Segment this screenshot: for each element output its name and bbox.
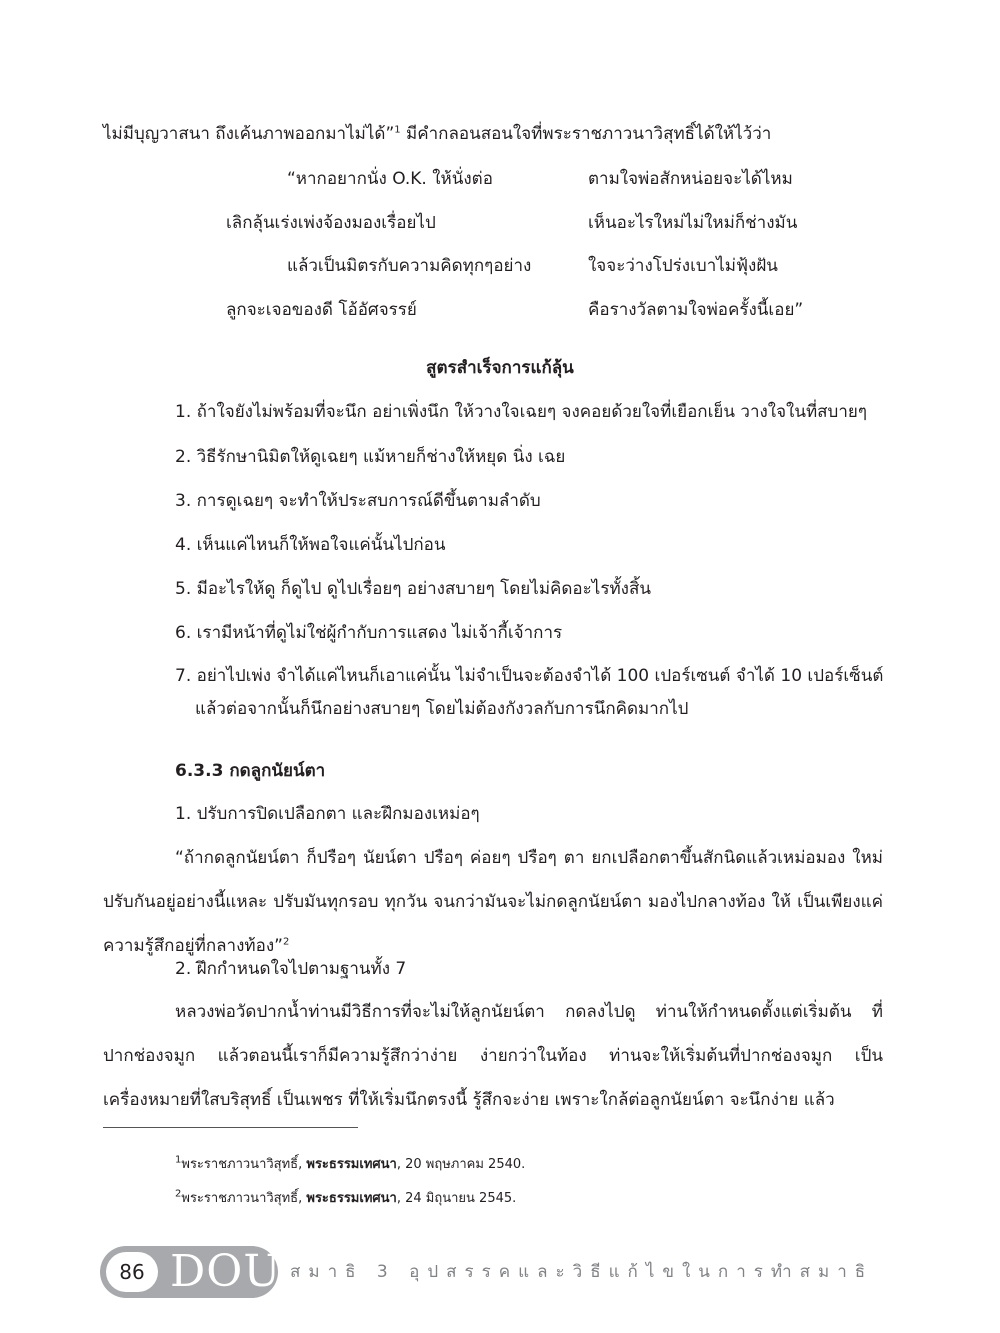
section-heading: 6.3.3 กดลูกนัยน์ตา xyxy=(175,761,326,781)
formula-heading: สูตรสำเร็จการแก้ลุ้น xyxy=(426,358,574,378)
footnote-2: $^2$พระราชภาวนาวิสุทธิ์, พระธรรมเทศนา, 24 มิถุนายน 2545. xyxy=(175,1188,517,1206)
footnote-ref-2: 2 xyxy=(282,936,290,948)
formula-item-1: 1. ถ้าใจยังไม่พร้อมที่จะนึก อย่าเพิ่งนึก ให้วางใจเฉยๆ จงคอยด้วยใจที่เยือกเย็น วางใจในที่สบายๆ xyxy=(175,402,867,422)
poem-line-2-left: เลิกลุ้นเร่งเพ่งจ้องมองเรื่อยไป xyxy=(226,213,436,233)
body-paragraph: หลวงพ่อวัดปากน้ำท่านมีวิธีการที่จะไม่ให้ลูกนัยน์ตา กดลงไปดู ท่านให้กำหนดตั้งแต่เริ่มต้น ที่ ปากช่องจมูก แล้วตอนนี้เราก็มีความรู้สึกว่าง่าย ง่ายกว่าในท้อง ท่านจะให้เริ่มต้นที่ปากช่องจมูก เป็น เครื่องหมายที่ใสบริสุทธิ์ เป็นเพชร ที่ให้เริ่มนึกตรงนี้ รู้สึกจะง่าย เพราะใกล้ต่อลูกนัยน์ตา จะนึกง่าย แล้ว xyxy=(103,1002,883,1110)
formula-item-2: 2. วิธีรักษานิมิตให้ดูเฉยๆ แม้หายก็ช่างให้หยุด นิ่ง เฉย xyxy=(175,447,566,467)
intro-line: ไม่มีบุญวาสนา ถึงเค้นภาพออกมาไม่ได้”$^1$ มีคำกลอนสอนใจที่พระราชภาวนาวิสุทธิ์ได้ให้ไว้ว่า xyxy=(103,124,772,144)
poem-line-1-left: “หากอยากนั่ง O.K. ให้นั่งต่อ xyxy=(287,169,493,189)
poem-line-4-left: ลูกจะเจอของดี โอ้อัศจรรย์ xyxy=(226,300,417,320)
formula-item-4: 4. เห็นแค่ไหนก็ให้พอใจแค่นั้นไปก่อน xyxy=(175,535,446,555)
footnote-ref-1: 1 xyxy=(394,124,401,136)
page-number: 86 xyxy=(106,1252,158,1292)
footnote-1: $^1$พระราชภาวนาวิสุทธิ์, พระธรรมเทศนา, 20 พฤษภาคม 2540. xyxy=(175,1154,526,1172)
formula-item-7-continued: แล้วต่อจากนั้นก็นึกอย่างสบายๆ โดยไม่ต้องกังวลกับการนึกคิดมากไป xyxy=(195,699,689,719)
formula-item-6: 6. เรามีหน้าที่ดูไม่ใช่ผู้กำกับการแสดง ไม่เจ้ากี้เจ้าการ xyxy=(175,623,563,643)
running-title: สมาธิ 3 อุปสรรคและวิธีแก้ไขในการทำสมาธิ xyxy=(290,1262,874,1282)
poem-line-2-right: เห็นอะไรใหม่ไม่ใหม่ก็ช่างมัน xyxy=(588,213,798,233)
poem-line-4-right: คือรางวัลตามใจพ่อครั้งนี้เอย” xyxy=(588,300,804,320)
quote-paragraph: “ถ้ากดลูกนัยน์ตา ก็ปรือๆ นัยน์ตา ปรือๆ ค่อยๆ ปรือๆ ตา ยกเปลือกตาขึ้นสักนิดแล้วเหม่อมอง ใหม่ ปรับกันอยู่อย่างนี้แหละ ปรับมันทุกรอบ ทุกวัน จนกว่ามันจะไม่กดลูกนัยน์ตา มองไปกลางท้อง ให้ เป็นเพียงแค่ความรู้สึกอยู่ที่กลางท้อง”$^2$ xyxy=(103,848,883,956)
formula-item-3: 3. การดูเฉยๆ จะทำให้ประสบการณ์ดีขึ้นตามลำดับ xyxy=(175,491,541,511)
formula-item-5: 5. มีอะไรให้ดู ก็ดูไป ดูไปเรื่อยๆ อย่างสบายๆ โดยไม่คิดอะไรทั้งสิ้น xyxy=(175,579,651,599)
poem-line-3-left: แล้วเป็นมิตรกับความคิดทุกๆอย่าง xyxy=(287,256,532,276)
poem-line-1-right: ตามใจพ่อสักหน่อยจะได้ไหม xyxy=(588,169,793,189)
section-step-2: 2. ฝึกกำหนดใจไปตามฐานทั้ง 7 xyxy=(175,959,407,979)
formula-item-7: 7. อย่าไปเพ่ง จำได้แค่ไหนก็เอาแค่นั้น ไม่จำเป็นจะต้องจำได้ 100 เปอร์เซนต์ จำได้ 10 เปอร์เซ็นต์ xyxy=(175,666,884,686)
poem-line-3-right: ใจจะว่างโปร่งเบาไม่ฟุ้งฝัน xyxy=(588,256,778,276)
section-step-1: 1. ปรับการปิดเปลือกตา และฝึกมองเหม่อๆ xyxy=(175,804,480,824)
footnote-divider xyxy=(103,1127,358,1128)
dou-logo: DOU xyxy=(170,1246,282,1297)
